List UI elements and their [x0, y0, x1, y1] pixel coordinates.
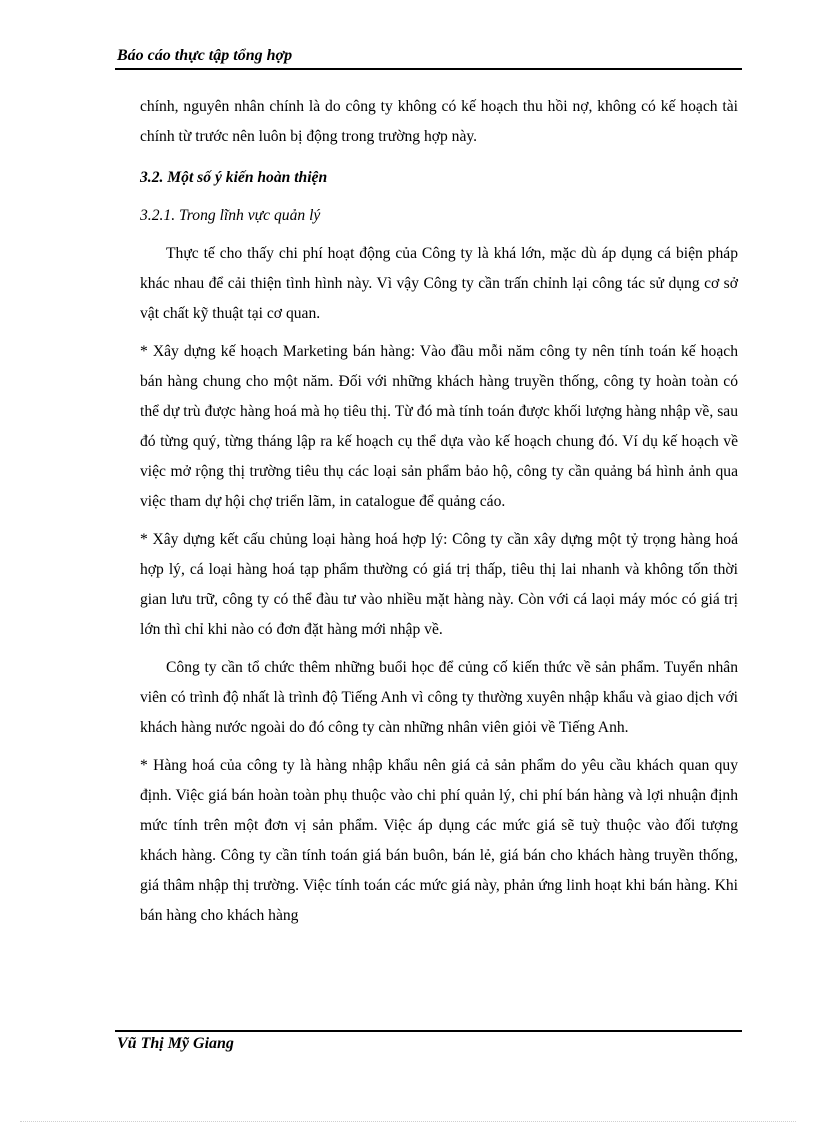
paragraph-pricing: * Hàng hoá của công ty là hàng nhập khẩu nên giá cả sản phẩm do yêu cầu khách quan quy định. Việc giá bán hoàn toàn phụ thuộc vào chi phí quản lý, chi phí bán hàng và lợi nhuận định mức tính trên một đơn vị sản phẩm. Việc áp dụng các mức giá sẽ tuỳ thuộc vào đối tượng khách hàng. Công ty cần tính toán giá bán buôn, bán lẻ, giá bán cho khách hàng truyền thống, giá thâm nhập thị trường. Việc tính toán các mức giá này, phản ứng linh hoạt khi bán hàng. Khi bán hàng cho khách hàng — [140, 757, 738, 924]
paragraph-marketing-plan: * Xây dựng kế hoạch Marketing bán hàng: Vào đầu mỗi năm công ty nên tính toán kế hoạch bán hàng chung cho một năm. Đối với những khách hàng truyền thống, công ty hoàn toàn có thể dự trù được hàng hoá mà họ tiêu thị. Từ đó mà tính toán được khối lượng hàng nhập về, sau đó từng quý, từng tháng lập ra kế hoạch cụ thể dựa vào kế hoạch chung đó. Ví dụ kế hoạch về việc mở rộng thị trường tiêu thụ các loại sản phẩm bảo hộ, công ty cần quảng bá hình ảnh qua việc tham dự hội chợ triển lãm, in catalogue để quảng cáo. — [140, 343, 738, 510]
footer-author-name: Vũ Thị Mỹ Giang — [117, 1035, 234, 1052]
paragraph-training: Công ty cần tổ chức thêm những buổi học để củng cố kiến thức về sản phẩm. Tuyển nhân viên có trình độ nhất là trình độ Tiếng Anh vì công ty thường xuyên nhập khẩu và giao dịch với khách hàng nước ngoài do đó công ty càn những nhân viên giỏi về Tiếng Anh. — [140, 659, 738, 736]
header-divider — [115, 68, 742, 70]
running-header-title: Báo cáo thực tập tổng hợp — [117, 47, 293, 64]
paragraph-intro: chính, nguyên nhân chính là do công ty không có kế hoạch thu hồi nợ, không có kế hoạch tài chính từ trước nên luôn bị động trong trường hợp này. — [140, 98, 738, 145]
page-body — [140, 92, 738, 939]
paragraph-product-structure: * Xây dựng kết cấu chủng loại hàng hoá hợp lý: Công ty cần xây dựng một tỷ trọng hàng hoá hợp lý, cá loại hàng hoá tạp phẩm thường có giá trị thấp, tiêu thị lai nhanh và không tốn thời gian lưu trữ, công ty có thể đàu tư vào nhiều mặt hàng này. Còn với cá laọi máy móc có giá trị lớn thì chỉ khi nào có đơn đặt hàng mới nhập về. — [140, 531, 738, 638]
paragraph-cost-control: Thực tế cho thấy chi phí hoạt động của Công ty là khá lớn, mặc dù áp dụng cá biện pháp khác nhau để cải thiện tình hình này. Vì vậy Công ty cần trấn chỉnh lại công tác sử dụng cơ sở vật chất kỹ thuật tại cơ quan. — [140, 245, 738, 322]
footer-divider — [115, 1030, 742, 1032]
section-heading: 3.2. Một số ý kiến hoàn thiện — [140, 169, 328, 186]
page-bottom-edge — [20, 1121, 796, 1122]
subsection-heading: 3.2.1. Trong lĩnh vực quản lý — [140, 207, 321, 224]
